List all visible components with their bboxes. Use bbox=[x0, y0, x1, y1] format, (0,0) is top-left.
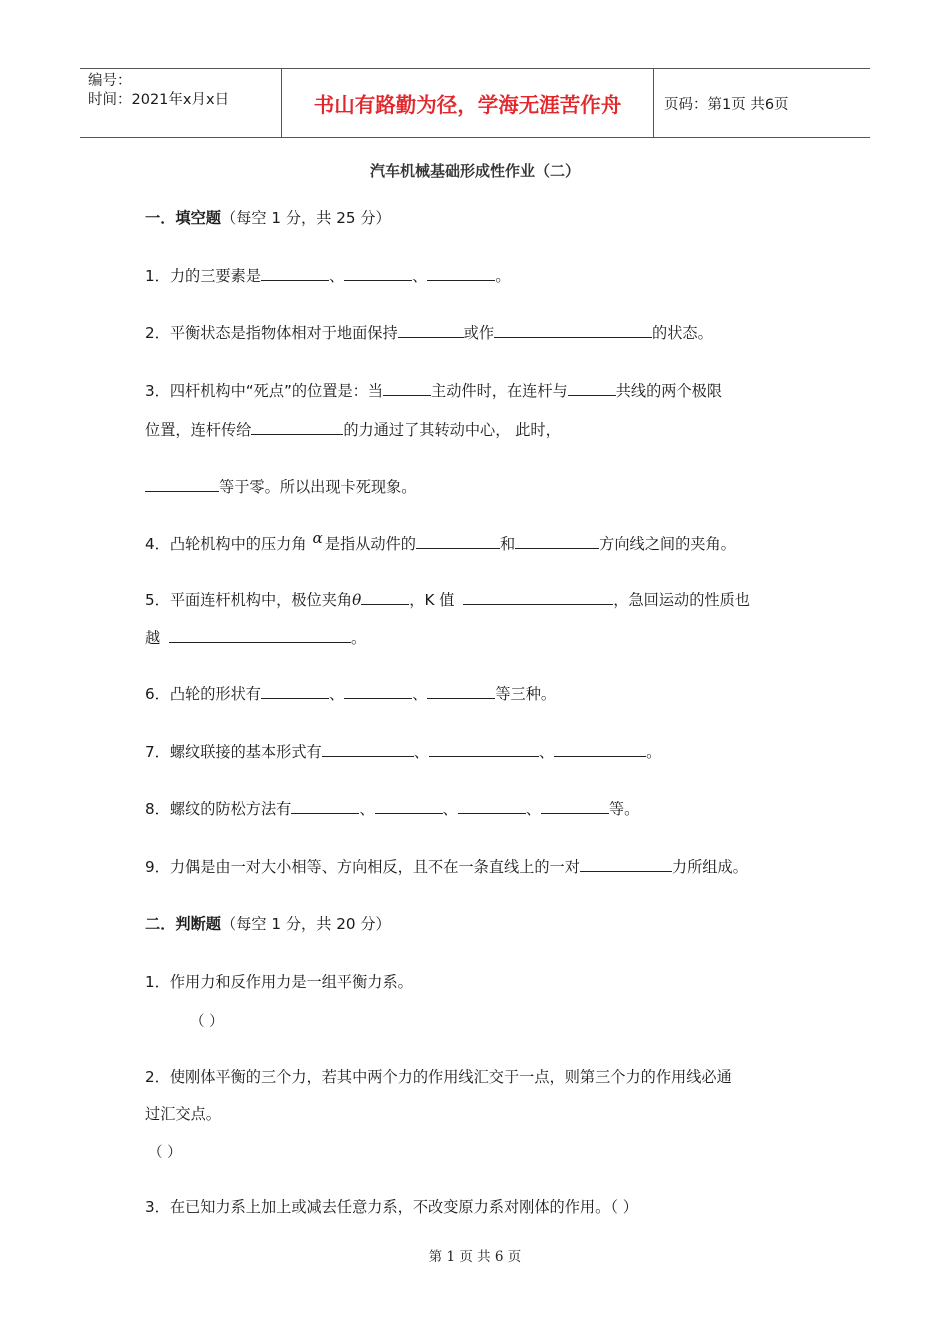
section-fill-title: 一．填空题 bbox=[145, 209, 221, 227]
answer-blank[interactable] bbox=[344, 266, 412, 281]
question-text: 或作 bbox=[463, 324, 495, 342]
answer-blank[interactable] bbox=[429, 742, 539, 757]
question-number: 1． bbox=[145, 973, 170, 991]
fill-question-8 bbox=[145, 798, 639, 820]
question-number: 3． bbox=[145, 382, 170, 400]
answer-blank[interactable] bbox=[169, 628, 351, 643]
separator: 、 bbox=[412, 685, 428, 703]
question-text: 等于零。所以出现卡死现象。 bbox=[219, 478, 417, 496]
fill-question-4 bbox=[145, 529, 736, 555]
section-judge-note: （每空 1 分，共 20 分） bbox=[220, 915, 391, 933]
question-number: 8． bbox=[145, 800, 170, 818]
answer-blank[interactable] bbox=[416, 534, 500, 549]
question-text: 方向线之间的夹角。 bbox=[599, 535, 736, 553]
judge-question-2 bbox=[145, 1066, 732, 1088]
separator: 、 bbox=[538, 743, 555, 761]
answer-blank[interactable] bbox=[291, 799, 359, 814]
question-number: 4． bbox=[145, 535, 170, 553]
header-page-cell bbox=[654, 69, 870, 137]
fill-question-6 bbox=[145, 683, 556, 705]
answer-blank[interactable] bbox=[344, 684, 412, 699]
separator: 、 bbox=[328, 267, 345, 285]
question-number: 7． bbox=[145, 743, 170, 761]
separator: 、 bbox=[412, 267, 428, 285]
answer-blank[interactable] bbox=[458, 799, 526, 814]
question-text: 平面连杆机构中，极位夹角 bbox=[169, 591, 353, 609]
answer-blank[interactable] bbox=[145, 477, 219, 492]
question-text: 和 bbox=[499, 535, 516, 553]
question-text: 是指从动件的 bbox=[324, 535, 416, 553]
question-number: 3． bbox=[145, 1198, 170, 1216]
judge-question-3 bbox=[145, 1196, 638, 1218]
answer-blank[interactable] bbox=[361, 590, 409, 605]
answer-blank[interactable] bbox=[427, 684, 495, 699]
section-fill-note: （每空 1 分，共 25 分） bbox=[220, 209, 391, 227]
question-end: 力所组成。 bbox=[671, 858, 748, 876]
separator: 、 bbox=[442, 800, 458, 818]
question-text: 凸轮的形状有 bbox=[169, 685, 261, 703]
question-text: 螺纹的防松方法有 bbox=[169, 800, 292, 818]
motto: 书山有路勤为径，学海无涯苦作舟 bbox=[313, 93, 622, 117]
question-number: 1． bbox=[145, 267, 170, 285]
fill-question-9 bbox=[145, 856, 748, 878]
question-text: 平衡状态是指物体相对于地面保持 bbox=[169, 324, 398, 342]
section-judge-title: 二．判断题 bbox=[145, 915, 221, 933]
answer-blank[interactable] bbox=[383, 381, 431, 396]
question-text: 的力通过了其转动中心， 此时， bbox=[343, 421, 561, 439]
page-header bbox=[80, 68, 870, 138]
section-fill-heading bbox=[145, 207, 391, 229]
fill-question-5 bbox=[145, 589, 750, 611]
time-label: 时间：2021年x月x日 bbox=[88, 92, 230, 108]
section-judge-heading bbox=[145, 913, 391, 935]
question-end: 。 bbox=[495, 267, 511, 285]
fill-question-2 bbox=[145, 322, 713, 344]
answer-parentheses[interactable]: （ ） bbox=[610, 1198, 638, 1216]
fill-question-5-line2 bbox=[145, 627, 366, 649]
question-text: 四杆机构中“死点”的位置是：当 bbox=[169, 382, 384, 400]
question-end: 等。 bbox=[608, 800, 640, 818]
question-text: ，急回运动的性质也 bbox=[613, 591, 750, 609]
answer-blank[interactable] bbox=[494, 323, 652, 338]
answer-blank[interactable] bbox=[427, 266, 495, 281]
answer-blank[interactable] bbox=[541, 799, 609, 814]
page-code: 页码：第1页 共6页 bbox=[664, 96, 789, 113]
code-label: 编号： bbox=[88, 73, 132, 89]
question-end: 。 bbox=[351, 629, 367, 647]
question-end: 等三种。 bbox=[495, 685, 557, 703]
judge-question-2-line2 bbox=[145, 1103, 221, 1125]
alpha-symbol: α bbox=[312, 529, 323, 547]
document-title: 汽车机械基础形成性作业（二） bbox=[369, 162, 580, 180]
question-text: 越 bbox=[145, 629, 166, 647]
question-text: 在已知力系上加上或减去任意力系，不改变原力系对刚体的作用。 bbox=[169, 1198, 611, 1216]
page-footer: 第 1 页 共 6 页 bbox=[428, 1249, 522, 1265]
answer-blank[interactable] bbox=[568, 381, 616, 396]
answer-parentheses[interactable]: （ ） bbox=[148, 1145, 182, 1161]
question-number: 5． bbox=[145, 591, 170, 609]
answer-blank[interactable] bbox=[580, 857, 672, 872]
question-text: 螺纹联接的基本形式有 bbox=[169, 743, 322, 761]
question-text: 过汇交点。 bbox=[145, 1105, 221, 1123]
answer-blank[interactable] bbox=[463, 590, 613, 605]
answer-blank[interactable] bbox=[375, 799, 443, 814]
answer-blank[interactable] bbox=[261, 266, 329, 281]
theta-symbol: θ bbox=[352, 591, 362, 609]
question-text: 力偶是由一对大小相等、方向相反，且不在一条直线上的一对 bbox=[169, 858, 580, 876]
answer-blank[interactable] bbox=[515, 534, 599, 549]
question-number: 2． bbox=[145, 1068, 170, 1086]
answer-parentheses[interactable]: （ ） bbox=[190, 1014, 224, 1030]
answer-blank[interactable] bbox=[554, 742, 646, 757]
separator: 、 bbox=[328, 685, 345, 703]
answer-blank[interactable] bbox=[398, 323, 464, 338]
fill-question-3-line3 bbox=[145, 476, 416, 498]
question-number: 6． bbox=[145, 685, 170, 703]
separator: 、 bbox=[525, 800, 541, 818]
fill-question-7 bbox=[145, 741, 661, 763]
answer-blank[interactable] bbox=[251, 420, 343, 435]
answer-blank[interactable] bbox=[261, 684, 329, 699]
fill-question-1 bbox=[145, 265, 511, 287]
header-motto-cell bbox=[281, 69, 654, 137]
separator: 、 bbox=[413, 743, 429, 761]
fill-question-3-line2 bbox=[145, 419, 561, 441]
header-meta bbox=[80, 69, 281, 137]
question-number: 2． bbox=[145, 324, 170, 342]
question-text: 力的三要素是 bbox=[169, 267, 261, 285]
question-end: 的状态。 bbox=[652, 324, 713, 342]
question-end: 。 bbox=[646, 743, 662, 761]
question-text: 位置，连杆传给 bbox=[145, 421, 252, 439]
question-text: 使刚体平衡的三个力，若其中两个力的作用线汇交于一点，则第三个力的作用线必通 bbox=[169, 1068, 732, 1086]
fill-question-3 bbox=[145, 380, 722, 402]
question-text: 作用力和反作用力是一组平衡力系。 bbox=[169, 973, 413, 991]
separator: 、 bbox=[359, 800, 375, 818]
question-text: 主动件时，在连杆与 bbox=[431, 382, 568, 400]
question-text: 凸轮机构中的压力角 bbox=[169, 535, 307, 553]
judge-question-1 bbox=[145, 971, 413, 993]
question-text: ，K 值 bbox=[409, 591, 460, 609]
question-number: 9． bbox=[145, 858, 170, 876]
answer-blank[interactable] bbox=[322, 742, 414, 757]
question-text: 共线的两个极限 bbox=[615, 382, 723, 400]
